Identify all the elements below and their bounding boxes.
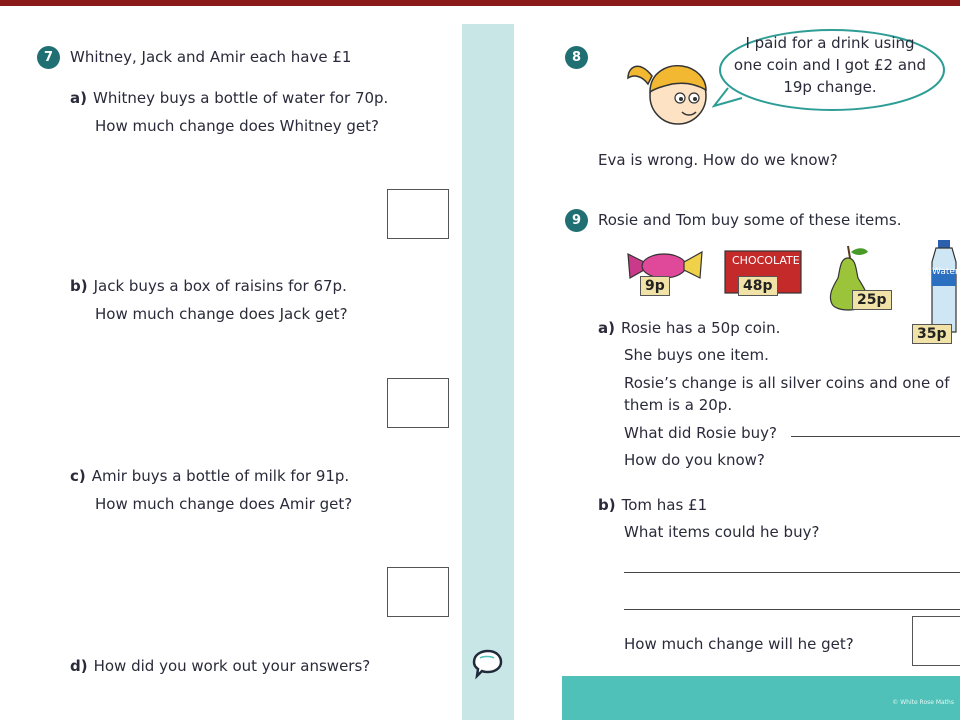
q9b-line2: What items could he buy? [624,523,820,541]
q9a-text: Rosie has a 50p coin. [620,319,781,337]
q9b-label: b) [598,496,616,514]
question-7-intro: Whitney, Jack and Amir each have £1 [70,48,352,66]
q7c-text: Amir buys a bottle of milk for 91p. [91,467,350,485]
q7c-label: c) [70,467,86,485]
question-8-text: Eva is wrong. How do we know? [598,151,838,169]
q7d-line1 [70,656,370,676]
footer-copyright: © White Rose Maths [892,699,954,706]
question-9-intro: Rosie and Tom buy some of these items. [598,211,902,229]
q7d-text: How did you work out your answers? [93,657,371,675]
water-bottle-icon [928,238,960,334]
page-spine [462,24,514,720]
q7c-answer-box[interactable] [387,567,449,617]
page-footer-band [562,676,960,720]
question-8-badge: 8 [565,46,588,69]
chocolate-price-tag: 48p [738,276,778,296]
q9b-answer-line-2[interactable] [624,609,960,610]
q7b-line1 [70,276,347,296]
q9b-line3: How much change will he get? [624,635,854,653]
q7d-label: d) [70,657,88,675]
q7b-label: b) [70,277,88,295]
q7b-line2: How much change does Jack get? [95,305,348,323]
top-border-bar [0,0,960,6]
q7a-text: Whitney buys a bottle of water for 70p. [92,89,389,107]
q7b-text: Jack buys a box of raisins for 67p. [93,277,347,295]
q9a-line6: How do you know? [624,451,765,469]
sweet-price-tag: 9p [640,276,670,296]
q9a-line5: What did Rosie buy? [624,424,777,442]
chocolate-wrapper-text: CHOCOLATE [732,254,800,267]
pear-price-tag: 25p [852,290,892,310]
question-9-badge: 9 [565,209,588,232]
question-7-badge: 7 [37,46,60,69]
q9b-answer-line-1[interactable] [624,572,960,573]
q9b-line1 [598,495,707,515]
q7a-answer-box[interactable] [387,189,449,239]
water-wrapper-text: Water [932,267,959,277]
q9a-answer-line[interactable] [791,436,960,437]
q9b-answer-box[interactable] [912,616,960,666]
q7a-line1 [70,88,388,108]
q7b-answer-box[interactable] [387,378,449,428]
q7a-label: a) [70,89,87,107]
q9a-line3: Rosie’s change is all silver coins and one of [624,374,950,392]
discussion-icon [470,648,504,680]
water-price-tag: 35p [912,324,952,344]
q9a-line4: them is a 20p. [624,396,733,414]
q7a-line2: How much change does Whitney get? [95,117,379,135]
q7c-line1 [70,466,349,486]
q9a-label: a) [598,319,615,337]
q9a-line2: She buys one item. [624,346,769,364]
q9a-line1 [598,318,780,338]
eva-character-icon [624,54,714,128]
q7c-line2: How much change does Amir get? [95,495,353,513]
q9b-text: Tom has £1 [621,496,708,514]
speech-bubble-text: I paid for a drink using one coin and I got £2 and 19p change. [733,34,927,96]
